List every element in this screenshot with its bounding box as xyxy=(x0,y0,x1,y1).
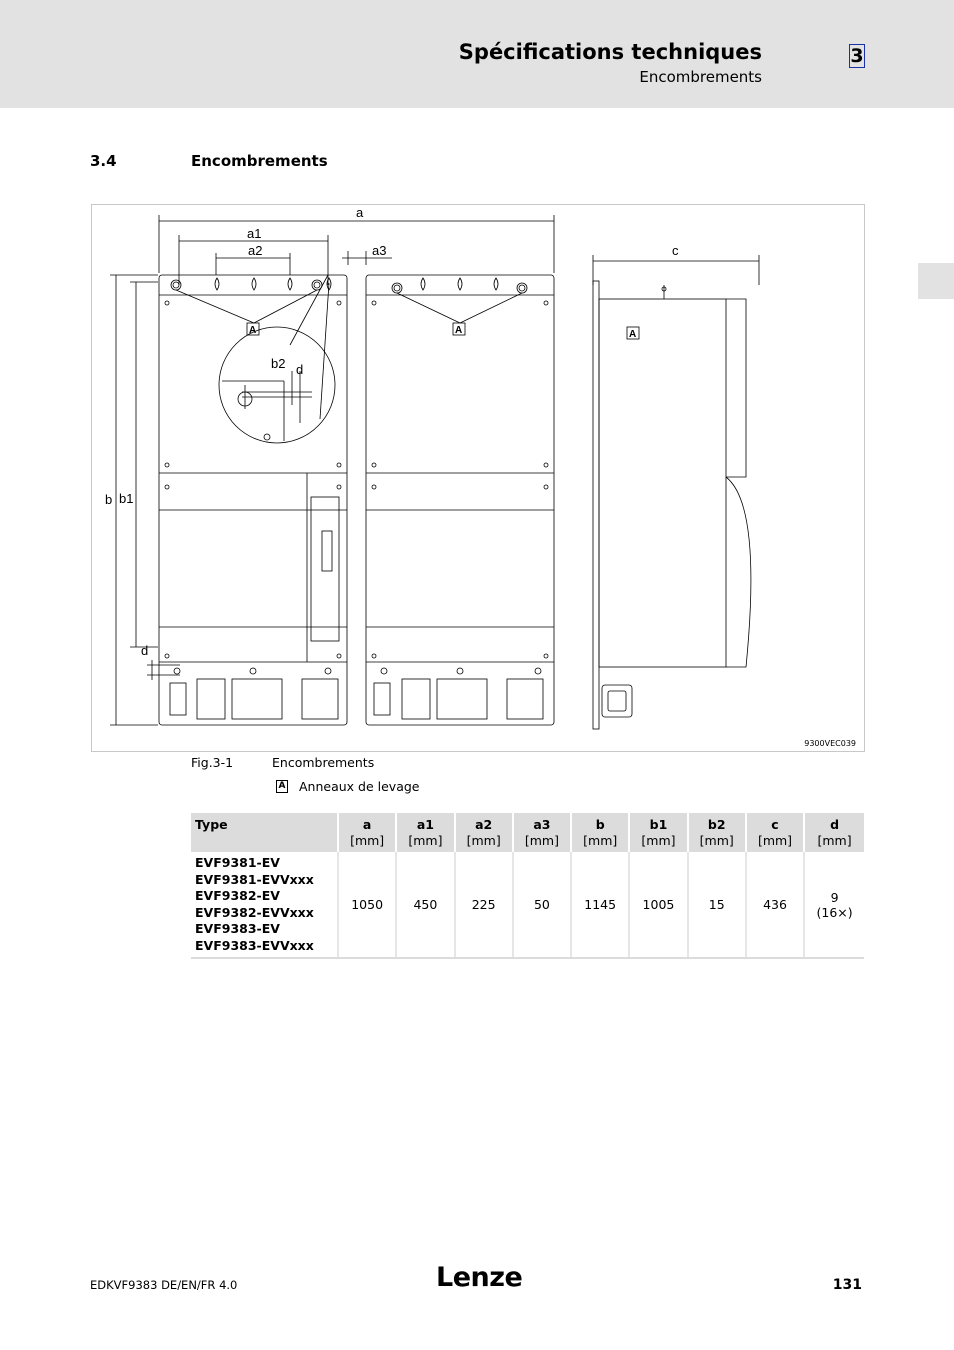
header-d: d [mm] xyxy=(804,813,864,852)
middle-unit xyxy=(366,275,554,725)
dim-label-a: a xyxy=(356,205,364,220)
lenze-logo: Lenze xyxy=(436,1262,523,1293)
figure-label: Fig.3-1 xyxy=(191,755,234,770)
dimensions-table xyxy=(191,813,864,959)
section-number: 3.4 xyxy=(90,152,117,170)
cell-d: 9 (16×) xyxy=(804,852,864,958)
dim-label-a1: a1 xyxy=(247,226,262,241)
legend-key: A xyxy=(276,780,288,793)
header-a2: a2 [mm] xyxy=(455,813,513,852)
header-b1: b1 [mm] xyxy=(629,813,687,852)
cell-c: 436 xyxy=(746,852,804,958)
dim-label-a3: a3 xyxy=(372,243,387,258)
page-number: 131 xyxy=(832,1277,862,1293)
dim-label-b2: b2 xyxy=(271,356,286,371)
chapter-title: Spécifications techniques xyxy=(458,40,762,64)
left-unit xyxy=(159,275,347,725)
cell-a1: 450 xyxy=(396,852,454,958)
chapter-subtitle: Encombrements xyxy=(639,68,762,86)
cell-a2: 225 xyxy=(455,852,513,958)
side-thumb-tab xyxy=(918,263,954,299)
header-a1: a1 [mm] xyxy=(396,813,454,852)
table-header-row xyxy=(191,813,864,852)
cell-a: 1050 xyxy=(338,852,396,958)
header-a: a [mm] xyxy=(338,813,396,852)
legend-text: Anneaux de levage xyxy=(299,779,420,794)
marker-a-middle: A xyxy=(455,325,463,336)
dim-label-d-lower: d xyxy=(141,643,149,658)
cell-b1: 1005 xyxy=(629,852,687,958)
header-b: b [mm] xyxy=(571,813,629,852)
marker-a-left: A xyxy=(249,325,257,336)
figure-caption: Encombrements xyxy=(272,755,375,770)
header-c: c [mm] xyxy=(746,813,804,852)
dimension-drawing xyxy=(91,204,865,752)
dim-label-c: c xyxy=(672,243,679,258)
cell-a3: 50 xyxy=(513,852,571,958)
section-title: Encombrements xyxy=(191,152,328,170)
dim-label-a2: a2 xyxy=(248,243,263,258)
dim-label-d: d xyxy=(296,362,304,377)
header-b2: b2 [mm] xyxy=(688,813,746,852)
marker-a-side: A xyxy=(629,329,637,340)
chapter-number-badge: 3 xyxy=(850,45,864,67)
dimension-lines xyxy=(110,215,759,725)
figure-code: 9300VEC039 xyxy=(804,739,856,748)
header-a3: a3 [mm] xyxy=(513,813,571,852)
dim-label-b: b xyxy=(105,492,113,507)
cell-b2: 15 xyxy=(688,852,746,958)
dimension-drawing-svg xyxy=(92,205,864,751)
cell-types: EVF9381-EV EVF9381-EVVxxx EVF9382-EV EVF9382-EVVxxx EVF9383-EV EVF9383-EVVxxx xyxy=(191,852,338,958)
document-id: EDKVF9383 DE/EN/FR 4.0 xyxy=(90,1278,238,1292)
dim-label-b1: b1 xyxy=(119,491,134,506)
cell-b: 1145 xyxy=(571,852,629,958)
side-view xyxy=(593,281,751,729)
header-type: Type xyxy=(191,813,338,852)
table-row xyxy=(191,852,864,958)
